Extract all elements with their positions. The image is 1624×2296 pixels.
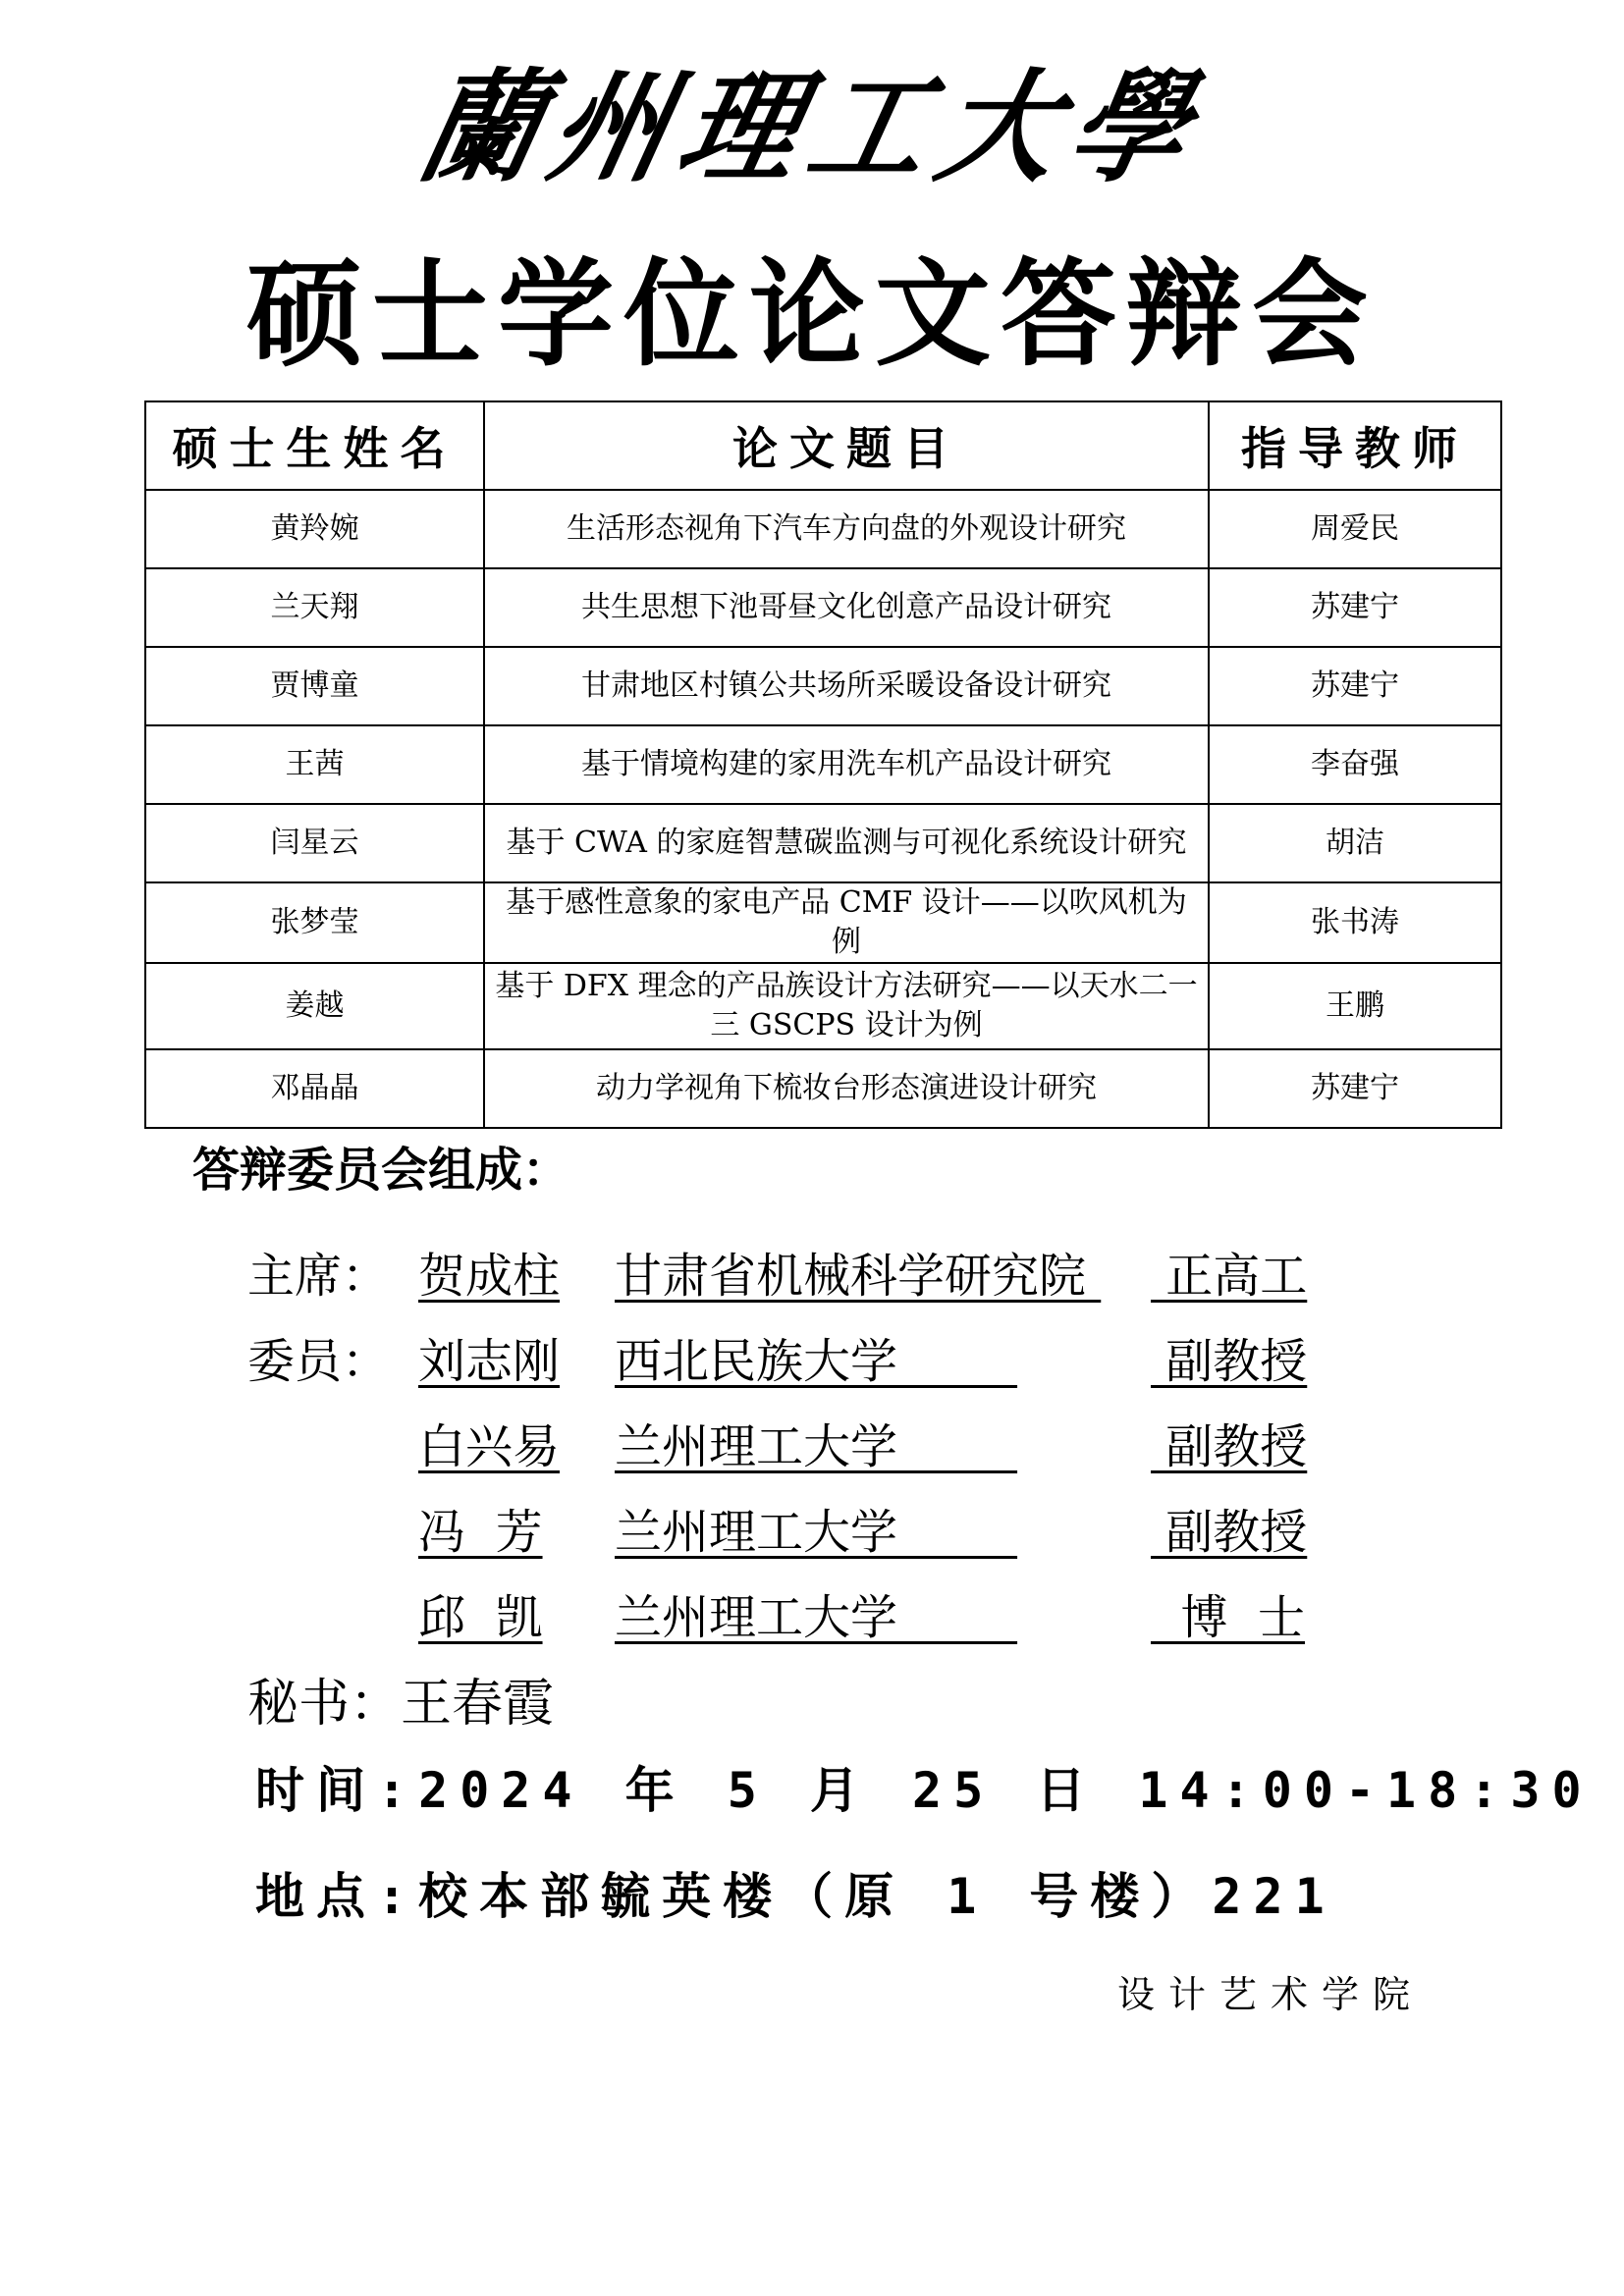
thesis-title <box>484 490 1209 568</box>
table-row <box>145 963 1501 1049</box>
student-name: 兰天翔 <box>145 568 484 647</box>
committee-heading: 答辩委员会组成： <box>192 1143 570 1198</box>
advisor-name: 李奋强 <box>1209 725 1501 804</box>
page-title: 硕士学位论文答辩会 <box>245 246 1378 382</box>
secretary: 秘书：王春霞 <box>247 1675 555 1734</box>
advisor-name: 周爱民 <box>1209 490 1501 568</box>
member-organization: 兰州理工大学 <box>615 1590 1018 1645</box>
member-title: 博 士 <box>1151 1590 1306 1645</box>
committee-member <box>0 1242 1624 1310</box>
member-name: 贺成柱 <box>418 1249 561 1304</box>
member-organization: 兰州理工大学 <box>615 1419 1018 1474</box>
thesis-title <box>484 725 1209 804</box>
table-row <box>145 490 1501 568</box>
student-name: 贾博童 <box>145 647 484 725</box>
thesis-title-line: 生活形态视角下汽车方向盘的外观设计研究 <box>567 511 1126 546</box>
student-name: 王茜 <box>145 725 484 804</box>
table-row <box>145 568 1501 647</box>
member-name: 冯 芳 <box>418 1505 543 1560</box>
member-name: 白兴易 <box>418 1419 561 1474</box>
table-row <box>145 647 1501 725</box>
member-role: 主席： <box>247 1249 390 1304</box>
thesis-title <box>484 804 1209 882</box>
thesis-title-line: 基于感性意象的家电产品 CMF 设计——以吹风机为例 <box>506 885 1187 959</box>
member-role: 委员： <box>247 1334 390 1389</box>
thesis-title <box>484 568 1209 647</box>
committee-member <box>0 1498 1624 1567</box>
defense-location: 地点:校本部毓英楼（原 1 号楼）221 <box>255 1868 1336 1925</box>
advisor-name: 胡洁 <box>1209 804 1501 882</box>
member-title: 副教授 <box>1151 1419 1308 1474</box>
student-name: 闫星云 <box>145 804 484 882</box>
thesis-title-line: 共生思想下池哥昼文化创意产品设计研究 <box>581 590 1111 624</box>
member-title: 副教授 <box>1151 1505 1308 1560</box>
thesis-title-line: 基于 CWA 的家庭智慧碳监测与可视化系统设计研究 <box>506 826 1187 860</box>
thesis-title <box>484 882 1209 963</box>
thesis-title-line: 动力学视角下梳妆台形态演进设计研究 <box>596 1071 1097 1105</box>
student-name: 张梦莹 <box>145 882 484 963</box>
member-organization: 西北民族大学 <box>615 1334 1018 1389</box>
advisor-name: 张书涛 <box>1209 882 1501 963</box>
defense-time: 时间:2024 年 5 月 25 日 14:00-18:30 <box>255 1762 1594 1819</box>
committee-member <box>0 1327 1624 1396</box>
thesis-table <box>144 400 1502 1129</box>
advisor-name: 苏建宁 <box>1209 647 1501 725</box>
header-student-name: 硕士生姓名 <box>145 401 484 490</box>
thesis-title-line: 三 GSCPS 设计为例 <box>710 1008 983 1042</box>
thesis-title <box>484 647 1209 725</box>
thesis-title <box>484 1049 1209 1128</box>
thesis-title <box>484 963 1209 1049</box>
university-logo <box>0 49 1624 206</box>
table-row <box>145 1049 1501 1128</box>
header-thesis-title: 论文题目 <box>484 401 1209 490</box>
header-advisor: 指导教师 <box>1209 401 1501 490</box>
committee-member <box>0 1413 1624 1481</box>
member-name: 邱 凯 <box>418 1590 543 1645</box>
thesis-title-line: 基于情境构建的家用洗车机产品设计研究 <box>581 747 1111 781</box>
table-row <box>145 882 1501 963</box>
advisor-name: 苏建宁 <box>1209 568 1501 647</box>
member-organization: 甘肃省机械科学研究院 <box>615 1249 1102 1304</box>
organizer-signature: 设计艺术学院 <box>1116 1973 1424 2016</box>
committee-member <box>0 1583 1624 1652</box>
university-logo-calligraphy: 蘭州理工大學 <box>407 55 1217 199</box>
member-title: 正高工 <box>1151 1249 1308 1304</box>
student-name: 姜越 <box>145 963 484 1049</box>
table-row <box>145 725 1501 804</box>
table-row <box>145 804 1501 882</box>
member-name: 刘志刚 <box>418 1334 561 1389</box>
advisor-name: 苏建宁 <box>1209 1049 1501 1128</box>
table-header-row <box>145 401 1501 490</box>
member-title: 副教授 <box>1151 1334 1308 1389</box>
student-name: 邓晶晶 <box>145 1049 484 1128</box>
advisor-name: 王鹏 <box>1209 963 1501 1049</box>
student-name: 黄羚婉 <box>145 490 484 568</box>
thesis-title-line: 基于 DFX 理念的产品族设计方法研究——以天水二一 <box>495 969 1198 1003</box>
member-organization: 兰州理工大学 <box>615 1505 1018 1560</box>
thesis-title-line: 甘肃地区村镇公共场所采暖设备设计研究 <box>581 668 1111 703</box>
